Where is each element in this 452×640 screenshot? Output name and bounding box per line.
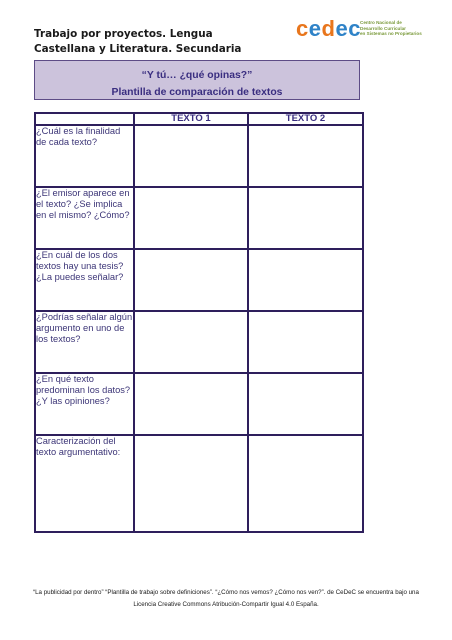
logo-letter: c [296, 16, 309, 41]
logo-subtitle-line-3: en Sistemas no Propietarios [360, 31, 422, 37]
banner-title: “Y tú… ¿qué opinas?” [141, 70, 253, 81]
logo-subtitle-line-1: Centro Nacional de [360, 20, 402, 25]
question-cell: Caracterización del texto argumentativo: [35, 435, 134, 532]
answer-cell-text-2[interactable] [248, 187, 363, 249]
question-cell: ¿El emisor aparece en el texto? ¿Se implica en el mismo? ¿Cómo? [35, 187, 134, 249]
cedec-logo [296, 16, 436, 43]
table-row [35, 311, 363, 373]
document-header-title [34, 27, 274, 57]
column-header-text-1: TEXTO 1 [134, 113, 248, 125]
logo-letter: c [348, 16, 361, 41]
footer-line-2: Licencia Creative Commons Atribución-Compartir Igual 4.0 España. [133, 601, 319, 608]
table-header-row [35, 113, 363, 125]
header-title-line-1: Trabajo por proyectos. Lengua [34, 28, 213, 40]
table-row [35, 373, 363, 435]
answer-cell-text-1[interactable] [134, 435, 248, 532]
answer-cell-text-2[interactable] [248, 249, 363, 311]
logo-letter: e [335, 16, 349, 41]
answer-cell-text-1[interactable] [134, 187, 248, 249]
table-row [35, 125, 363, 187]
question-cell: ¿En qué texto predominan los datos? ¿Y las opiniones? [35, 373, 134, 435]
answer-cell-text-1[interactable] [134, 311, 248, 373]
answer-cell-text-2[interactable] [248, 311, 363, 373]
comparison-table [34, 112, 364, 533]
logo-wordmark [296, 16, 361, 42]
question-cell: ¿Cuál es la finalidad de cada texto? [35, 125, 134, 187]
banner-subtitle: Plantilla de comparación de textos [111, 87, 283, 98]
header-title-line-2: Castellana y Literatura. Secundaria [34, 43, 242, 55]
answer-cell-text-2[interactable] [248, 125, 363, 187]
table-row [35, 187, 363, 249]
answer-cell-text-1[interactable] [134, 373, 248, 435]
table-row [35, 249, 363, 311]
answer-cell-text-1[interactable] [134, 249, 248, 311]
answer-cell-text-1[interactable] [134, 125, 248, 187]
question-cell: ¿Podrías señalar algún argumento en uno de los textos? [35, 311, 134, 373]
license-footer [20, 587, 432, 611]
answer-cell-text-2[interactable] [248, 373, 363, 435]
table-row [35, 435, 363, 532]
title-banner [34, 60, 360, 100]
footer-line-1: “La publicidad por dentro” “Plantilla de trabajo sobre definiciones”. “¿Cómo nos vemos? ¿Cómo nos ven?”. de CeDeC se encuentra bajo una [33, 589, 419, 596]
logo-letter: d [321, 16, 336, 41]
logo-subtitle-line-2: Desarrollo Curricular [360, 25, 406, 31]
column-header-text-2: TEXTO 2 [248, 113, 363, 125]
table-header-blank-cell [35, 113, 134, 125]
answer-cell-text-2[interactable] [248, 435, 363, 532]
question-cell: ¿En cuál de los dos textos hay una tesis? ¿La puedes señalar? [35, 249, 134, 311]
logo-letter: e [308, 16, 322, 41]
logo-subtitle [360, 20, 436, 37]
